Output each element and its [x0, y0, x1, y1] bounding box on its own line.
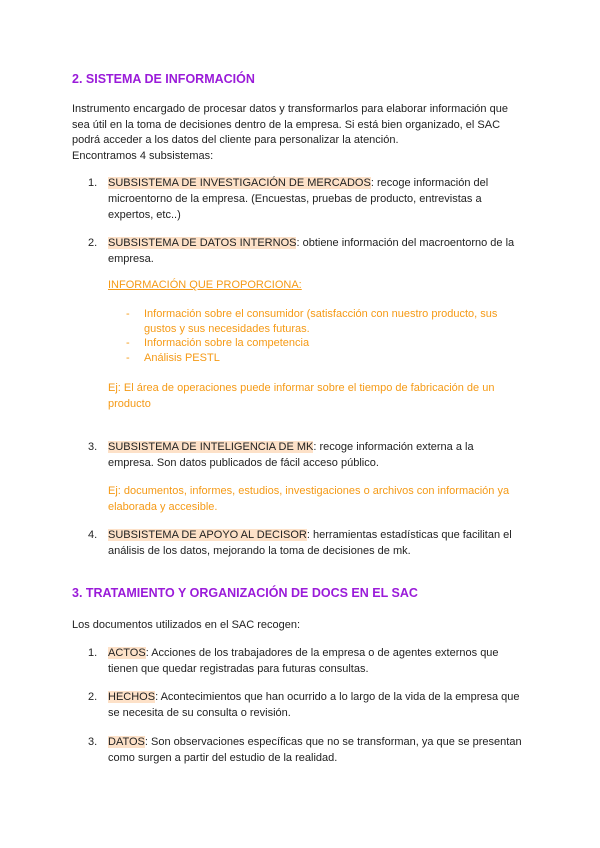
item-text: tienen que quedar registradas para futuras consultas. [108, 663, 369, 675]
list-item-datos [88, 734, 533, 766]
item-text: análisis de los datos, mejorando la toma de decisiones de mk. [108, 545, 411, 557]
info-heading: INFORMACIÓN QUE PROPORCIONA: [108, 279, 302, 291]
dash-icon: - [126, 352, 130, 364]
item-text: : Acciones de los trabajadores de la empresa o de agentes externos que [145, 647, 499, 659]
intro-line: sea útil en la toma de decisiones dentro de la empresa. Si está bien organizado, el SAC [72, 118, 501, 131]
section-3-intro: Los documentos utilizados en el SAC recogen: [72, 619, 301, 631]
bullet-text: Información sobre el consumidor (satisfacción con nuestro producto, sus [144, 308, 498, 320]
list-item-datos-internos [88, 235, 533, 267]
bullet-text: gustos y sus necesidades futuras. [144, 323, 310, 335]
item-text: : herramientas estadísticas que facilitan el [306, 529, 512, 541]
section-3-title: 3. TRATAMIENTO Y ORGANIZACIÓN DE DOCS EN EL SAC [72, 586, 418, 600]
highlighted-term: ACTOS [108, 647, 146, 659]
item-text: expertos, etc..) [108, 209, 181, 221]
item-text: empresa. Son datos publicados de fácil acceso público. [108, 457, 379, 469]
section-2-title: 2. SISTEMA DE INFORMACIÓN [72, 72, 255, 86]
item-text: como surgen a partir del estudio de la realidad. [108, 752, 338, 764]
list-item-hechos [88, 689, 533, 721]
bullet-item [126, 307, 526, 337]
example-inteligencia-mk: Ej: documentos, informes, estudios, investigaciones o archivos con información ya elaborada y accesible. [108, 485, 510, 513]
list-item-apoyo-decisor [88, 527, 533, 559]
list-item-investigacion-mercados [88, 175, 533, 223]
highlighted-term: SUBSISTEMA DE DATOS INTERNOS [108, 237, 297, 249]
list-item-inteligencia-mk [88, 439, 533, 471]
bullet-item [126, 336, 526, 351]
item-text: microentorno de la empresa. (Encuestas, pruebas de producto, entrevistas a [108, 193, 482, 205]
item-text: empresa. [108, 253, 154, 265]
highlighted-term: HECHOS [108, 691, 156, 703]
dash-icon: - [126, 308, 130, 320]
bullet-text: Información sobre la competencia [144, 337, 310, 349]
item-text: se necesita de su consulta o revisión. [108, 707, 291, 719]
list-number: 4. [88, 529, 98, 541]
item-text: : Son observaciones específicas que no se transforman, ya que se presentan [144, 736, 522, 748]
item-text: : Acontecimientos que han ocurrido a lo largo de la vida de la empresa que [155, 691, 520, 703]
item-text: : obtiene información del macroentorno de la [296, 237, 515, 249]
list-number: 3. [88, 441, 98, 453]
list-number: 1. [88, 177, 98, 189]
list-number: 2. [88, 237, 98, 249]
section-2-intro [72, 102, 532, 164]
highlighted-term: SUBSISTEMA DE APOYO AL DECISOR [108, 529, 307, 541]
dash-icon: - [126, 337, 130, 349]
highlighted-term: SUBSISTEMA DE INVESTIGACIÓN DE MERCADOS [108, 177, 371, 189]
intro-line: Encontramos 4 subsistemas: [72, 149, 214, 162]
list-number: 1. [88, 647, 98, 659]
highlighted-term: SUBSISTEMA DE INTELIGENCIA DE MK [108, 441, 314, 453]
intro-line: Instrumento encargado de procesar datos y transformarlos para elaborar información que [72, 103, 508, 115]
bullet-text: Análisis PESTL [144, 352, 220, 364]
highlighted-term: DATOS [108, 736, 145, 748]
intro-line: podrá acceder a los datos del cliente para personalizar la atención. [72, 134, 399, 146]
example-datos-internos: Ej: El área de operaciones puede informar sobre el tiempo de fabricación de un producto [108, 382, 495, 410]
item-text: : recoge información externa a la [313, 441, 474, 453]
item-text: : recoge información del [370, 177, 489, 189]
list-number: 3. [88, 736, 98, 748]
list-number: 2. [88, 691, 98, 703]
list-item-actos [88, 645, 533, 677]
bullet-item [126, 351, 526, 366]
